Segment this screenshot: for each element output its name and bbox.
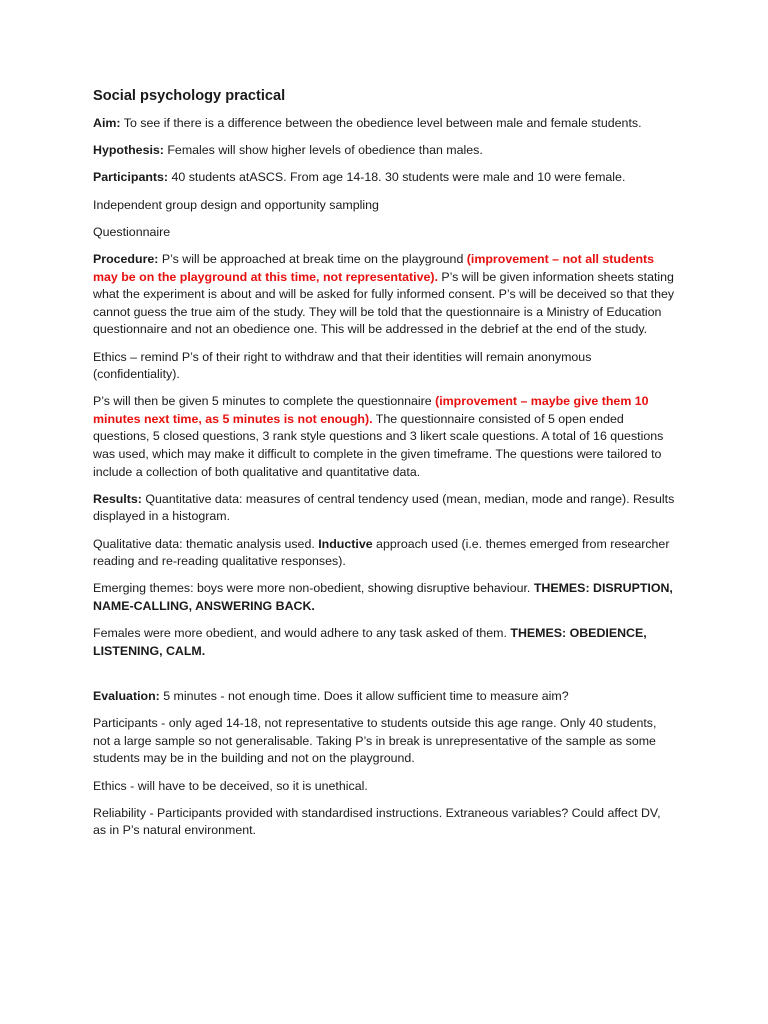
qualitative-paragraph [93,536,677,571]
themes-girls-list: THEMES: OBEDIENCE, LISTENING, CALM. [93,626,647,658]
evaluation-text: 5 minutes - not enough time. Does it allow sufficient time to measure aim? [159,688,569,703]
section-gap [93,670,677,688]
aim-text: To see if there is a difference between the obedience level between male and female students. [120,116,642,130]
procedure-text-1: P’s will be approached at break time on the playground [158,251,467,266]
eval-ethics-paragraph: Ethics - will have to be deceived, so it is unethical. [93,778,368,793]
eval-reliability-paragraph: Reliability - Participants provided with standardised instructions. Extraneous variables? Could affect DV, as in P’s natural environment. [93,805,661,838]
evaluation-label: Evaluation: [93,688,160,703]
themes-boys-text: Emerging themes: boys were more non-obedient, showing disruptive behaviour. [93,581,534,596]
results-paragraph [93,491,677,526]
questionnaire-text-1: P’s will then be given 5 minutes to complete the questionnaire [93,394,436,409]
document-page [93,86,677,850]
procedure-improvement-note: (improvement – not all students may be on the playground at this time, not representative). [93,251,655,284]
results-label: Results: [93,491,142,506]
themes-boys-paragraph [93,580,677,615]
qualitative-text-2: approach used (i.e. themes emerged from researcher reading and re-reading qualitative responses). [93,536,670,569]
eval-participants-paragraph: Participants - only aged 14-18, not representative to students outside this age range. Only 40 students, not a large sample so not generalisable. Taking P’s in break is unrepresentative of the sample as some students may be in the building and not on the playground. [93,716,657,766]
questionnaire-text-2: The questionnaire consisted of 5 open ended questions, 5 closed questions, 3 rank style questions and 3 likert scale questions. A total of 16 questions was used, which may make it difficult to complete in the given timeframe. The questions were tailored to include a collection of both qualitative and quantitative data. [93,411,664,479]
themes-boys-list: THEMES: DISRUPTION, NAME-CALLING, ANSWERING BACK. [93,581,673,613]
procedure-label: Procedure: [93,251,159,266]
questionnaire-paragraph [93,393,677,481]
page-title: Social psychology practical [93,88,286,104]
method-paragraph: Questionnaire [93,224,171,239]
participants-text: 40 students atASCS. From age 14-18. 30 students were male and 10 were female. [168,170,626,185]
aim-label: Aim: [93,116,121,130]
participants-label: Participants: [93,170,169,185]
results-text: Quantitative data: measures of central tendency used (mean, median, mode and range). Results displayed in a histogram. [93,491,675,524]
questionnaire-improvement-note: (improvement – maybe give them 10 minutes next time, as 5 minutes is not enough). [93,394,649,426]
hypothesis-text: Females will show higher levels of obedience than males. [163,143,483,158]
aim-paragraph [93,115,677,133]
procedure-paragraph [93,251,677,339]
hypothesis-paragraph [93,142,677,160]
ethics-note-paragraph: Ethics – remind P’s of their right to withdraw and that their identities will remain anonymous (confidentiality). [93,349,592,382]
evaluation-paragraph [93,688,677,706]
themes-girls-paragraph [93,625,677,660]
inductive-term: Inductive [318,536,373,551]
themes-girls-text: Females were more obedient, and would adhere to any task asked of them. [93,626,511,641]
qualitative-text-1: Qualitative data: thematic analysis used. [93,536,319,551]
procedure-text-2: P’s will be given information sheets stating what the experiment is about and will be asked for fully informed consent. P’s will be deceived so that they cannot guess the true aim of the study. They will be told that the questionnaire is a Ministry of Education questionnaire and not an obedience one. This will be addressed in the debrief at the end of the study. [93,269,675,337]
hypothesis-label: Hypothesis: [93,143,164,158]
participants-paragraph [93,169,677,187]
design-paragraph: Independent group design and opportunity sampling [93,197,379,212]
